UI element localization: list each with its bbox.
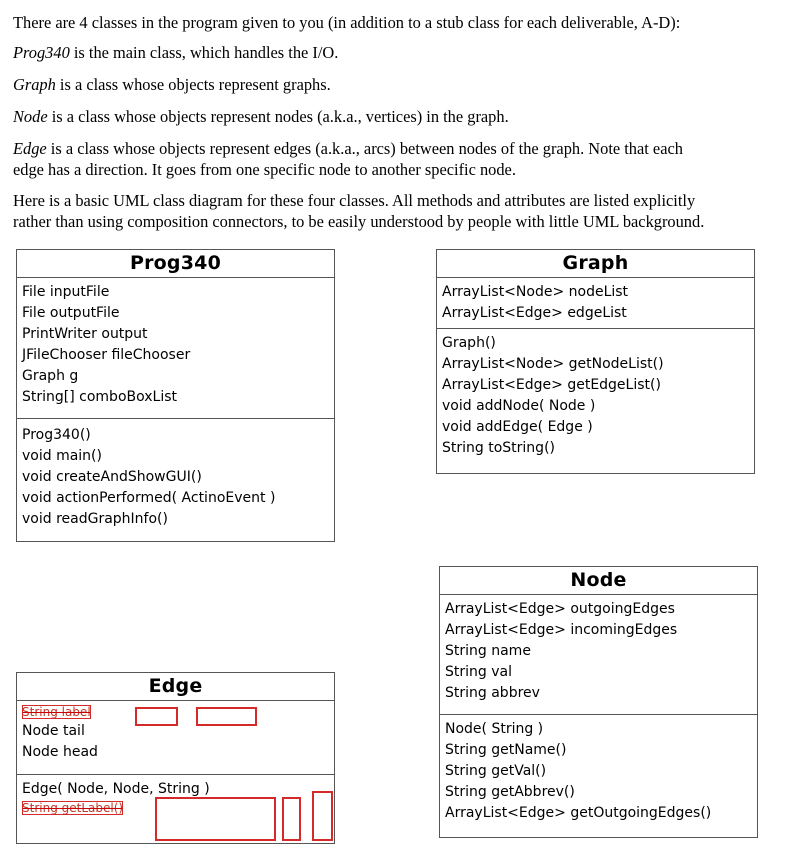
uml-attribute: File outputFile bbox=[22, 305, 120, 321]
uml-method: Edge( Node, Node, String ) bbox=[22, 781, 210, 797]
class-name-graph: Graph bbox=[13, 75, 56, 94]
intro-paragraph-1: There are 4 classes in the program given to you (in addition to a stub class for each deliverable, A-D): bbox=[13, 13, 681, 32]
intro-paragraph-graph bbox=[13, 74, 331, 95]
intro-paragraph-edge-text-a: is a class whose objects represent edges (a.k.a., arcs) between nodes of the graph. Note that each bbox=[46, 139, 683, 158]
intro-paragraph-uml bbox=[13, 190, 704, 232]
uml-method: ArrayList<Node> getNodeList() bbox=[442, 356, 664, 372]
uml-attributes bbox=[440, 595, 757, 715]
class-name-edge: Edge bbox=[13, 139, 47, 158]
uml-attribute: Node tail bbox=[22, 723, 85, 739]
intro-paragraph-uml-text-b: rather than using composition connectors, to be easily understood by people with little UML background. bbox=[13, 212, 705, 231]
intro-paragraph-edge-text-b: edge has a direction. It goes from one specific node to another specific node. bbox=[13, 160, 516, 179]
uml-method: String getName() bbox=[445, 742, 567, 758]
uml-class-node bbox=[439, 566, 758, 838]
struck-text: String label bbox=[22, 705, 91, 719]
uml-method: Graph() bbox=[442, 335, 496, 351]
uml-class-title: Node bbox=[440, 567, 757, 595]
uml-method: void addEdge( Edge ) bbox=[442, 419, 593, 435]
uml-attributes bbox=[17, 278, 334, 419]
uml-method: String toString() bbox=[442, 440, 555, 456]
uml-attribute: ArrayList<Edge> outgoingEdges bbox=[445, 601, 675, 617]
uml-attribute: JFileChooser fileChooser bbox=[22, 347, 191, 363]
intro-paragraph-prog340-text: is the main class, which handles the I/O. bbox=[69, 43, 339, 62]
uml-class-title: Edge bbox=[17, 673, 334, 701]
uml-method: void createAndShowGUI() bbox=[22, 469, 202, 485]
uml-attribute: String abbrev bbox=[445, 685, 540, 701]
uml-attribute: String val bbox=[445, 664, 512, 680]
uml-method: void main() bbox=[22, 448, 102, 464]
uml-attribute-struck bbox=[22, 704, 334, 721]
uml-method: void actionPerformed( ActinoEvent ) bbox=[22, 490, 276, 506]
uml-method: String getVal() bbox=[445, 763, 547, 779]
uml-attributes bbox=[437, 278, 754, 329]
uml-attribute: ArrayList<Edge> edgeList bbox=[442, 305, 627, 321]
uml-methods bbox=[437, 329, 754, 463]
annotation-box bbox=[196, 707, 257, 726]
uml-attribute: Node head bbox=[22, 744, 98, 760]
class-name-prog340: Prog340 bbox=[13, 43, 70, 62]
struck-text: String getLabel() bbox=[22, 801, 124, 815]
uml-attribute: String[] comboBoxList bbox=[22, 389, 178, 405]
intro-paragraph-node-text: is a class whose objects represent nodes (a.k.a., vertices) in the graph. bbox=[47, 107, 509, 126]
uml-attribute: File inputFile bbox=[22, 284, 110, 300]
annotation-box bbox=[135, 707, 178, 726]
annotation-box bbox=[282, 797, 301, 841]
uml-method: void addNode( Node ) bbox=[442, 398, 596, 414]
uml-class-title: Graph bbox=[437, 250, 754, 278]
intro-paragraph-edge bbox=[13, 138, 683, 180]
class-name-node: Node bbox=[13, 107, 48, 126]
uml-method: ArrayList<Edge> getOutgoingEdges() bbox=[445, 805, 712, 821]
uml-attribute: ArrayList<Edge> incomingEdges bbox=[445, 622, 678, 638]
intro-paragraph-uml-text-a: Here is a basic UML class diagram for these four classes. All methods and attributes are listed explicitly bbox=[13, 191, 696, 210]
uml-class-title: Prog340 bbox=[17, 250, 334, 278]
uml-method: void readGraphInfo() bbox=[22, 511, 168, 527]
annotation-box bbox=[312, 791, 333, 841]
intro-paragraph-node bbox=[13, 106, 509, 127]
uml-method: String getAbbrev() bbox=[445, 784, 575, 800]
uml-attribute: Graph g bbox=[22, 368, 79, 384]
uml-methods bbox=[440, 715, 757, 828]
uml-class-prog340 bbox=[16, 249, 335, 542]
uml-attribute: String name bbox=[445, 643, 531, 659]
uml-methods bbox=[17, 419, 334, 534]
uml-attribute: PrintWriter output bbox=[22, 326, 148, 342]
uml-attribute: ArrayList<Node> nodeList bbox=[442, 284, 629, 300]
uml-class-graph bbox=[436, 249, 755, 474]
uml-method: ArrayList<Edge> getEdgeList() bbox=[442, 377, 661, 393]
uml-method: Prog340() bbox=[22, 427, 91, 443]
intro-paragraph-graph-text: is a class whose objects represent graphs. bbox=[55, 75, 331, 94]
intro-paragraph-prog340 bbox=[13, 42, 338, 63]
annotation-box bbox=[155, 797, 276, 841]
uml-method: Node( String ) bbox=[445, 721, 544, 737]
